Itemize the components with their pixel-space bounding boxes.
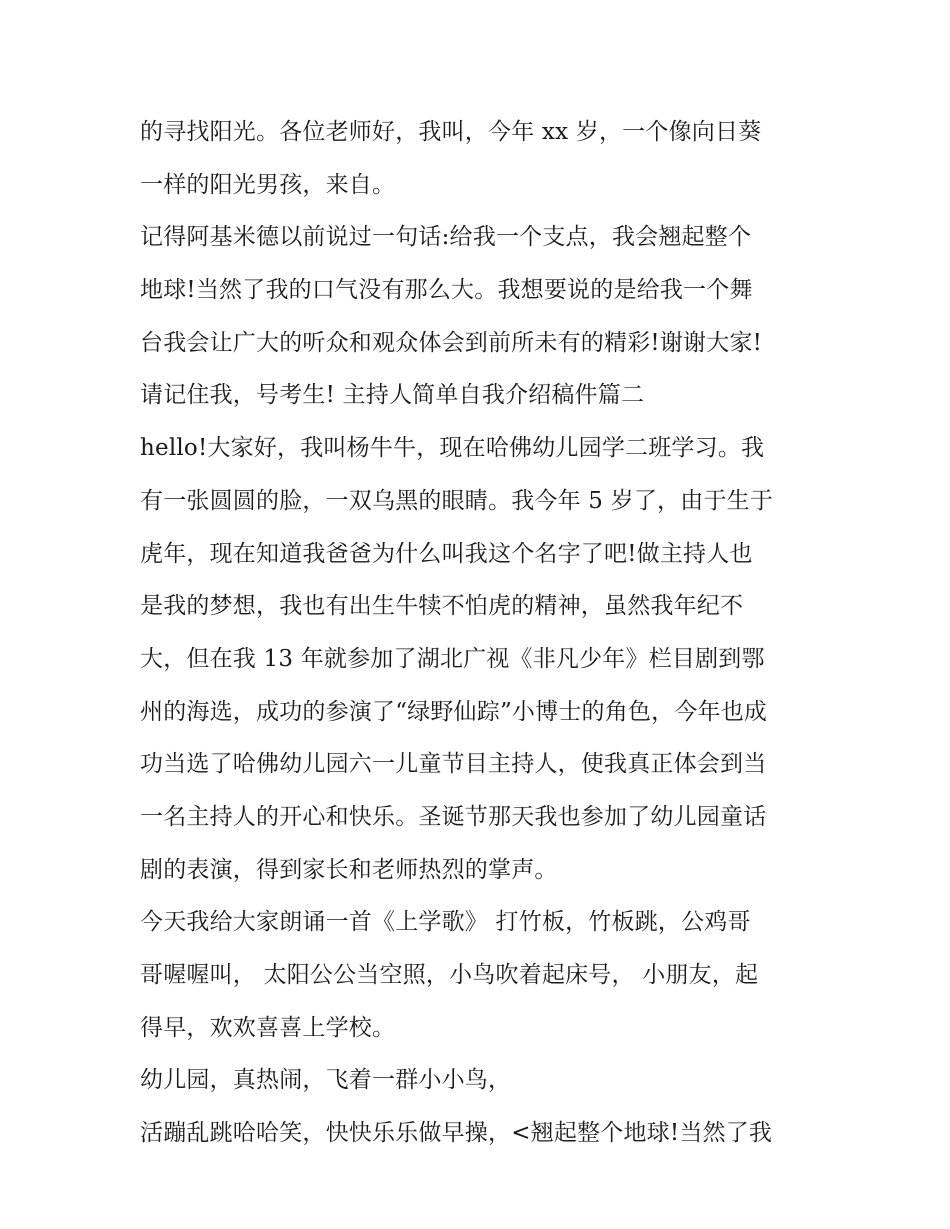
text-line: 今天我给大家朗诵一首《上学歌》 打竹板，竹板跳，公鸡哥 (140, 909, 751, 936)
text-line: hello!大家好，我叫杨牛牛，现在哈佛幼儿园学二班学习。我 (140, 435, 765, 462)
text-line: 是我的梦想，我也有出生牛犊不怕虎的精神，虽然我年纪不 (140, 593, 744, 620)
text-line: 的寻找阳光。各位老师好，我叫，今年 xx 岁，一个像向日葵 (140, 119, 762, 145)
text-line: 记得阿基米德以前说过一句话:给我一个支点，我会翘起整个 (140, 224, 752, 251)
text-line: 请记住我，号考生! 主持人简单自我介绍稿件篇二 (140, 382, 645, 409)
text-line: 一名主持人的开心和快乐。圣诞节那天我也参加了幼儿园童话 (140, 803, 767, 830)
text-line: 幼儿园，真热闹，飞着一群小小鸟， (140, 1067, 512, 1094)
text-line: 虎年，现在知道我爸爸为什么叫我这个名字了吧!做主持人也 (140, 540, 753, 567)
text-line: 台我会让广大的听众和观众体会到前所未有的精彩!谢谢大家! (140, 329, 763, 356)
text-line: 哥喔喔叫， 太阳公公当空照，小鸟吹着起床号， 小朋友，起 (140, 962, 759, 988)
text-line: 剧的表演，得到家长和老师热烈的掌声。 (140, 856, 558, 883)
text-line: 有一张圆圆的脸，一双乌黑的眼睛。我今年 5 岁了，由于生于 (140, 487, 774, 514)
text-line: 地球!当然了我的口气没有那么大。我想要说的是给我一个舞 (140, 277, 753, 304)
text-line: 州的海选，成功的参演了“绿野仙踪”小博士的角色，今年也成 (140, 698, 768, 725)
text-line: 一样的阳光男孩，来自。 (140, 171, 396, 198)
text-line: 得早，欢欢喜喜上学校。 (140, 1014, 396, 1041)
text-line: 功当选了哈佛幼儿园六一儿童节目主持人，使我真正体会到当 (140, 751, 767, 778)
document-body (140, 106, 820, 1160)
text-line: 大，但在我 13 年就参加了湖北广视《非凡少年》栏目剧到鄂 (140, 645, 765, 672)
text-line: 活蹦乱跳哈哈笑，快快乐乐做早操，<翘起整个地球!当然了我 (140, 1120, 773, 1147)
